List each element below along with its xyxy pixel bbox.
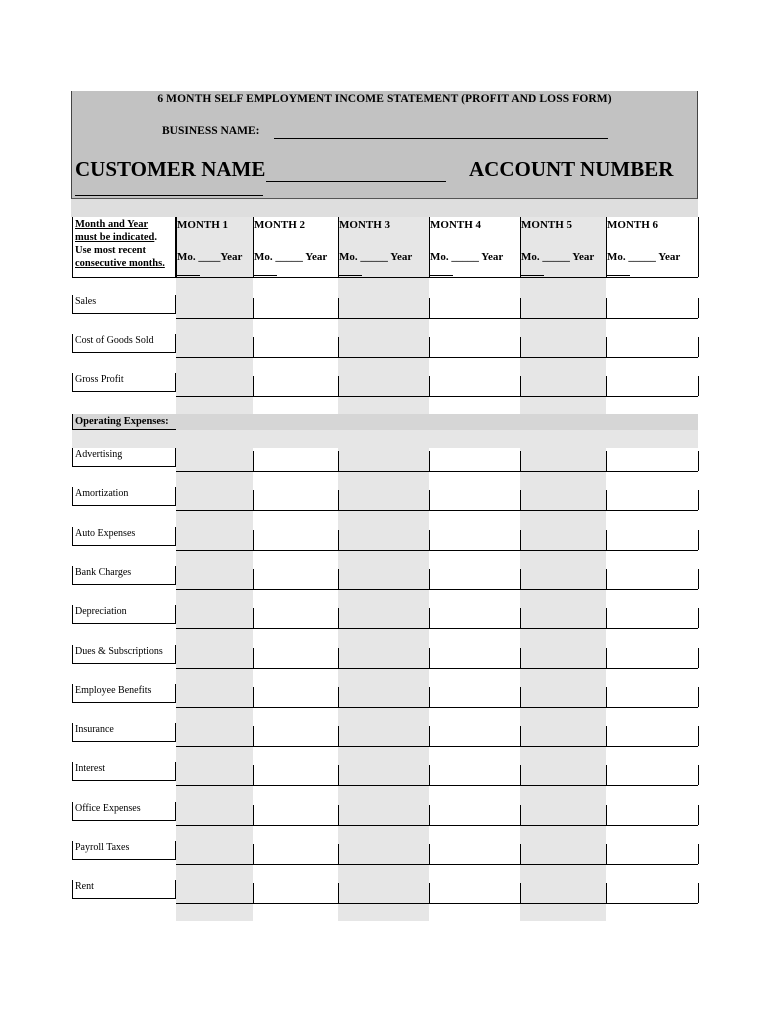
business-name-label: BUSINESS NAME: [162, 125, 260, 137]
cell-divider [698, 298, 699, 318]
income-row-2-cell-3[interactable] [338, 396, 429, 397]
cell-divider [338, 608, 339, 628]
month-3-date-field[interactable]: Mo. _____ Year [339, 251, 413, 263]
cell-divider [606, 883, 607, 903]
cell-divider [253, 608, 254, 628]
expense-row-2-cell-1[interactable] [176, 550, 253, 551]
cell-divider [698, 490, 699, 510]
cell-divider [606, 805, 607, 825]
cell-divider [698, 337, 699, 357]
income-row-2-cell-4[interactable] [429, 396, 520, 397]
header-bottom-line [72, 277, 698, 278]
cell-divider [338, 844, 339, 864]
header-divider [698, 217, 699, 277]
month-1-date-field[interactable]: Mo. ____Year [177, 251, 243, 263]
cell-divider [429, 490, 430, 510]
income-row-1-cell-1[interactable] [176, 357, 253, 358]
expense-row-5-cell-5[interactable] [520, 668, 606, 669]
expense-row-1-cell-1[interactable] [176, 510, 253, 511]
cell-divider [698, 376, 699, 396]
expense-row-8-cell-5[interactable] [520, 785, 606, 786]
cell-divider [698, 765, 699, 785]
cell-divider [698, 451, 699, 471]
expense-row-10-cell-1[interactable] [176, 864, 253, 865]
cell-divider [698, 530, 699, 550]
cell-divider [520, 376, 521, 396]
cell-divider [606, 648, 607, 668]
expense-row-9-cell-1[interactable] [176, 825, 253, 826]
expense-row-9-cell-4[interactable] [429, 825, 520, 826]
expense-row-2-cell-3[interactable] [338, 550, 429, 551]
income-row-2-cell-1[interactable] [176, 396, 253, 397]
income-row-2-cell-5[interactable] [520, 396, 606, 397]
cell-divider [606, 490, 607, 510]
expense-row-3-cell-1[interactable] [176, 589, 253, 590]
expense-row-1-cell-6[interactable] [606, 510, 698, 511]
expense-row-9-cell-2[interactable] [253, 825, 338, 826]
header-stripe [71, 199, 698, 217]
cell-divider [698, 726, 699, 746]
expense-row-4-cell-4[interactable] [429, 628, 520, 629]
expense-row-3-cell-5[interactable] [520, 589, 606, 590]
account-number-field[interactable] [75, 195, 263, 196]
expense-row-6-cell-1[interactable] [176, 707, 253, 708]
cell-divider [698, 805, 699, 825]
income-row-2-cell-2[interactable] [253, 396, 338, 397]
expense-row-8-cell-1[interactable] [176, 785, 253, 786]
cell-divider [698, 608, 699, 628]
customer-name-label: CUSTOMER NAME [75, 157, 266, 181]
income-row-2-label: Gross Profit [72, 373, 176, 392]
month-6-year-blank [607, 275, 630, 276]
cell-divider [253, 490, 254, 510]
cell-divider [338, 530, 339, 550]
cell-divider [520, 687, 521, 707]
month-3-heading: MONTH 3 [339, 219, 391, 231]
cell-divider [429, 451, 430, 471]
month-6-date-field[interactable]: Mo. _____ Year [607, 251, 681, 263]
expense-row-9-cell-3[interactable] [338, 825, 429, 826]
cell-divider [429, 337, 430, 357]
cell-divider [253, 765, 254, 785]
cell-divider [520, 883, 521, 903]
expense-row-6-label: Employee Benefits [72, 684, 176, 703]
expense-row-3-label: Bank Charges [72, 566, 176, 585]
cell-divider [253, 569, 254, 589]
expense-row-0-cell-4[interactable] [429, 471, 520, 472]
cell-divider [520, 648, 521, 668]
expense-row-5-cell-1[interactable] [176, 668, 253, 669]
note-line-2-end: . [154, 232, 157, 243]
cell-divider [338, 687, 339, 707]
cell-divider [520, 490, 521, 510]
cell-divider [520, 530, 521, 550]
month-2-heading: MONTH 2 [254, 219, 306, 231]
expense-row-4-cell-5[interactable] [520, 628, 606, 629]
income-row-1-cell-4[interactable] [429, 357, 520, 358]
cell-divider [606, 298, 607, 318]
expense-row-8-label: Interest [72, 762, 176, 781]
cell-divider [520, 451, 521, 471]
expense-row-8-cell-4[interactable] [429, 785, 520, 786]
expense-row-10-cell-5[interactable] [520, 864, 606, 865]
expense-row-11-cell-4[interactable] [429, 903, 520, 904]
cell-divider [520, 726, 521, 746]
income-row-1-cell-2[interactable] [253, 357, 338, 358]
account-number-label: ACCOUNT NUMBER [469, 157, 674, 181]
expense-row-1-cell-3[interactable] [338, 510, 429, 511]
cell-divider [253, 376, 254, 396]
income-row-1-cell-6[interactable] [606, 357, 698, 358]
cell-divider [606, 451, 607, 471]
expense-row-7-cell-2[interactable] [253, 746, 338, 747]
expense-row-4-cell-1[interactable] [176, 628, 253, 629]
income-row-0-cell-6[interactable] [606, 318, 698, 319]
cell-divider [253, 337, 254, 357]
cell-divider [429, 687, 430, 707]
cell-divider [429, 530, 430, 550]
expense-row-9-cell-6[interactable] [606, 825, 698, 826]
expense-row-10-cell-3[interactable] [338, 864, 429, 865]
expense-row-8-cell-6[interactable] [606, 785, 698, 786]
expense-row-8-cell-3[interactable] [338, 785, 429, 786]
expense-row-4-cell-2[interactable] [253, 628, 338, 629]
cell-divider [338, 490, 339, 510]
expense-row-1-cell-5[interactable] [520, 510, 606, 511]
expense-row-10-cell-2[interactable] [253, 864, 338, 865]
cell-divider [606, 726, 607, 746]
cell-divider [606, 569, 607, 589]
cell-divider [338, 569, 339, 589]
cell-divider [253, 298, 254, 318]
income-row-0-cell-1[interactable] [176, 318, 253, 319]
cell-divider [429, 648, 430, 668]
expense-row-3-cell-4[interactable] [429, 589, 520, 590]
cell-divider [253, 648, 254, 668]
expense-row-8-cell-2[interactable] [253, 785, 338, 786]
note-line-2: must be indicated [75, 232, 155, 243]
expense-row-9-label: Office Expenses [72, 802, 176, 821]
expense-row-11-cell-2[interactable] [253, 903, 338, 904]
expense-row-11-cell-1[interactable] [176, 903, 253, 904]
cell-divider [606, 530, 607, 550]
operating-expenses-band-2 [72, 430, 698, 448]
month-2-year-blank [254, 275, 277, 276]
expense-row-9-cell-5[interactable] [520, 825, 606, 826]
income-row-1-cell-3[interactable] [338, 357, 429, 358]
cell-divider [253, 451, 254, 471]
cell-divider [520, 765, 521, 785]
expense-row-10-cell-4[interactable] [429, 864, 520, 865]
business-name-field[interactable] [274, 138, 608, 139]
cell-divider [338, 451, 339, 471]
cell-divider [429, 883, 430, 903]
cell-divider [338, 883, 339, 903]
expense-row-6-cell-3[interactable] [338, 707, 429, 708]
cell-divider [338, 298, 339, 318]
cell-divider [606, 765, 607, 785]
expense-row-10-label: Payroll Taxes [72, 841, 176, 860]
expense-row-7-cell-4[interactable] [429, 746, 520, 747]
cell-divider [606, 844, 607, 864]
customer-name-field[interactable] [266, 181, 446, 182]
cell-divider [253, 805, 254, 825]
month-5-year-blank [521, 275, 544, 276]
expense-row-1-cell-4[interactable] [429, 510, 520, 511]
expense-row-5-cell-4[interactable] [429, 668, 520, 669]
month-column-shade [520, 217, 606, 921]
expense-row-11-cell-3[interactable] [338, 903, 429, 904]
month-5-heading: MONTH 5 [521, 219, 573, 231]
cell-divider [520, 844, 521, 864]
month-year-note [72, 217, 176, 277]
cell-divider [698, 687, 699, 707]
cell-divider [338, 805, 339, 825]
cell-divider [520, 337, 521, 357]
cell-divider [253, 687, 254, 707]
expense-row-5-cell-3[interactable] [338, 668, 429, 669]
cell-divider [253, 844, 254, 864]
cell-divider [429, 765, 430, 785]
cell-divider [606, 608, 607, 628]
expense-row-6-cell-5[interactable] [520, 707, 606, 708]
expense-row-7-label: Insurance [72, 723, 176, 742]
expense-row-6-cell-2[interactable] [253, 707, 338, 708]
expense-row-2-cell-4[interactable] [429, 550, 520, 551]
expense-row-6-cell-6[interactable] [606, 707, 698, 708]
cell-divider [253, 883, 254, 903]
income-row-0-label: Sales [72, 295, 176, 314]
expense-row-0-cell-2[interactable] [253, 471, 338, 472]
form-title: 6 MONTH SELF EMPLOYMENT INCOME STATEMENT (PROFIT AND LOSS FORM) [157, 93, 612, 105]
month-1-heading: MONTH 1 [177, 219, 229, 231]
month-5-date-field[interactable]: Mo. _____ Year [521, 251, 595, 263]
expense-row-7-cell-3[interactable] [338, 746, 429, 747]
expense-row-2-label: Auto Expenses [72, 527, 176, 546]
expense-row-0-label: Advertising [72, 448, 176, 467]
expense-row-10-cell-6[interactable] [606, 864, 698, 865]
cell-divider [429, 298, 430, 318]
expense-row-11-label: Rent [72, 880, 176, 899]
month-column-shade [176, 217, 253, 921]
expense-row-4-cell-3[interactable] [338, 628, 429, 629]
cell-divider [338, 376, 339, 396]
income-row-2-cell-6[interactable] [606, 396, 698, 397]
expense-row-1-label: Amortization [72, 487, 176, 506]
cell-divider [520, 608, 521, 628]
expense-row-2-cell-6[interactable] [606, 550, 698, 551]
form-header [71, 91, 698, 199]
income-row-1-cell-5[interactable] [520, 357, 606, 358]
cell-divider [606, 687, 607, 707]
expense-row-0-cell-1[interactable] [176, 471, 253, 472]
operating-expenses-label: Operating Expenses: [72, 414, 176, 430]
cell-divider [338, 337, 339, 357]
income-row-0-cell-3[interactable] [338, 318, 429, 319]
income-row-0-cell-2[interactable] [253, 318, 338, 319]
cell-divider [429, 805, 430, 825]
cell-divider [520, 298, 521, 318]
note-line-3: Use most recent [75, 245, 146, 256]
expense-row-6-cell-4[interactable] [429, 707, 520, 708]
cell-divider [429, 726, 430, 746]
expense-row-3-cell-3[interactable] [338, 589, 429, 590]
cell-divider [520, 805, 521, 825]
income-row-1-label: Cost of Goods Sold [72, 334, 176, 353]
expense-row-5-cell-6[interactable] [606, 668, 698, 669]
expense-row-4-label: Depreciation [72, 605, 176, 624]
income-row-0-cell-4[interactable] [429, 318, 520, 319]
expense-row-5-cell-2[interactable] [253, 668, 338, 669]
cell-divider [429, 608, 430, 628]
month-4-date-field[interactable]: Mo. _____ Year [430, 251, 504, 263]
month-3-year-blank [339, 275, 362, 276]
cell-divider [253, 530, 254, 550]
cell-divider [698, 883, 699, 903]
expense-row-0-cell-5[interactable] [520, 471, 606, 472]
cell-divider [338, 726, 339, 746]
cell-divider [698, 569, 699, 589]
note-line-4: consecutive months. [75, 258, 165, 269]
cell-divider [429, 569, 430, 589]
note-line-1: Month and Year [75, 219, 149, 230]
expense-row-5-label: Dues & Subscriptions [72, 645, 176, 664]
cell-divider [606, 337, 607, 357]
expense-row-2-cell-2[interactable] [253, 550, 338, 551]
cell-divider [520, 569, 521, 589]
cell-divider [429, 844, 430, 864]
month-column-shade [338, 217, 429, 921]
expense-row-1-cell-2[interactable] [253, 510, 338, 511]
cell-divider [253, 726, 254, 746]
expense-row-0-cell-6[interactable] [606, 471, 698, 472]
cell-divider [429, 376, 430, 396]
expense-row-3-cell-6[interactable] [606, 589, 698, 590]
cell-divider [698, 648, 699, 668]
expense-row-3-cell-2[interactable] [253, 589, 338, 590]
cell-divider [698, 844, 699, 864]
month-6-heading: MONTH 6 [607, 219, 659, 231]
cell-divider [606, 376, 607, 396]
month-2-date-field[interactable]: Mo. _____ Year [254, 251, 328, 263]
expense-row-4-cell-6[interactable] [606, 628, 698, 629]
income-row-0-cell-5[interactable] [520, 318, 606, 319]
expense-row-7-cell-1[interactable] [176, 746, 253, 747]
cell-divider [338, 765, 339, 785]
cell-divider [338, 648, 339, 668]
month-1-year-blank [177, 275, 200, 276]
expense-row-2-cell-5[interactable] [520, 550, 606, 551]
expense-row-7-cell-6[interactable] [606, 746, 698, 747]
month-4-year-blank [430, 275, 453, 276]
expense-row-11-cell-6[interactable] [606, 903, 698, 904]
month-4-heading: MONTH 4 [430, 219, 482, 231]
expense-row-7-cell-5[interactable] [520, 746, 606, 747]
expense-row-11-cell-5[interactable] [520, 903, 606, 904]
expense-row-0-cell-3[interactable] [338, 471, 429, 472]
